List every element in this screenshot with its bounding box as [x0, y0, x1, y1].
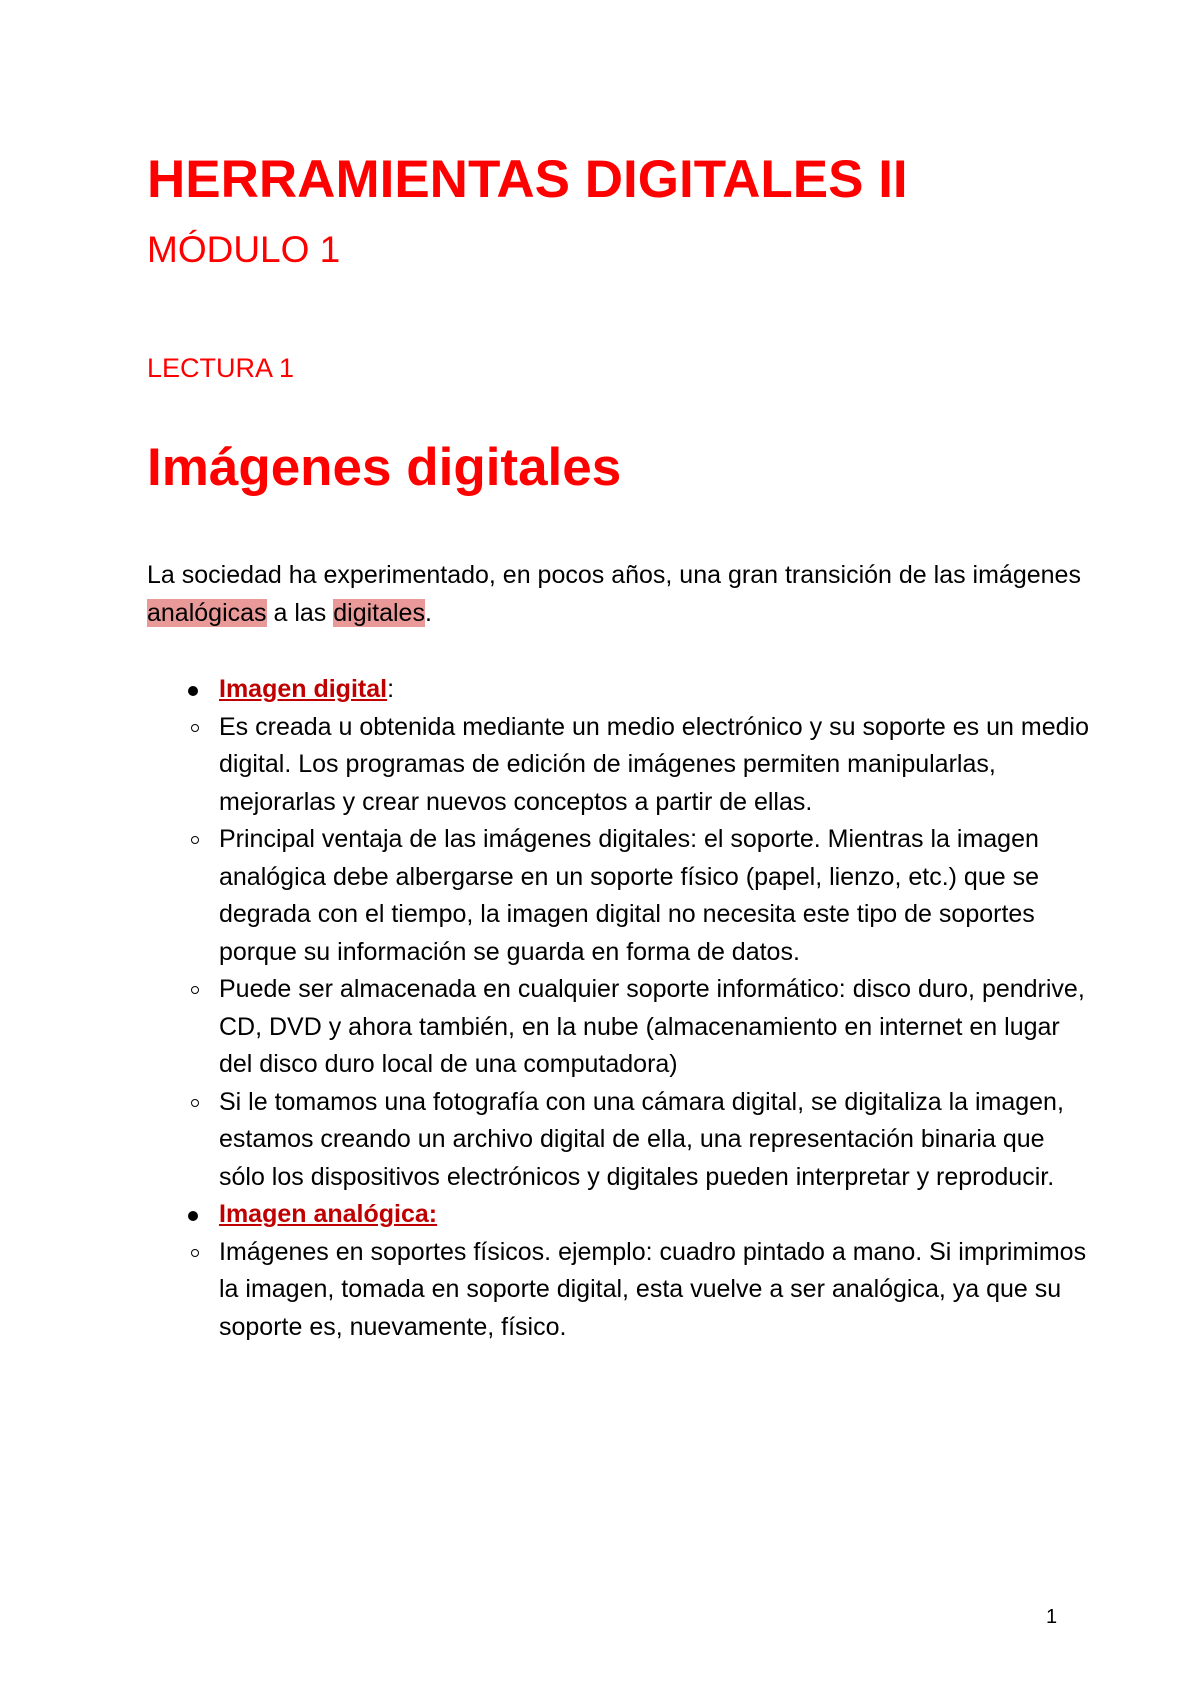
imagen-digital-label: Imagen digital: [219, 675, 388, 703]
list-item-text: Principal ventaja de las imágenes digitales: el soporte. Mientras la imagen analógica debe albergarse en un soporte físico (papel, lienzo, etc.) que se degrada con el tiempo, la imagen digital no necesita este tipo de soportes porque su información se guarda en forma de datos.: [219, 825, 1039, 966]
sub-list-digital: [219, 709, 1097, 1197]
section-heading: Imágenes digitales: [147, 438, 622, 497]
list-item: [219, 821, 1097, 971]
list-item-imagen-analogica: [147, 1196, 1097, 1346]
imagen-digital-colon: :: [387, 675, 395, 703]
list-item-imagen-digital: [147, 671, 1097, 1196]
intro-text-2: a las: [266, 598, 334, 627]
sub-list-analogica: [219, 1234, 1097, 1347]
bullet-list: [147, 671, 1097, 1346]
list-item: [219, 971, 1097, 1084]
list-item-text: Si le tomamos una fotografía con una cámara digital, se digitaliza la imagen, estamos creando un archivo digital de ella, una representación binaria que sólo los dispositivos electrónicos y digitales pueden interpretar y reproducir.: [219, 1087, 1064, 1191]
intro-text-1: La sociedad ha experimentado, en pocos años, una gran transición de las imágenes: [147, 561, 1081, 589]
intro-paragraph: [147, 557, 1087, 632]
list-item: [219, 1084, 1097, 1197]
imagen-analogica-label: Imagen analógica:: [219, 1200, 438, 1228]
document-title: HERRAMIENTAS DIGITALES II: [147, 150, 908, 209]
list-item-text: Puede ser almacenada en cualquier soporte informático: disco duro, pendrive, CD, DVD y ahora también, en la nube (almacenamiento en internet en lugar del disco duro local de una computadora): [219, 975, 1085, 1078]
circle-bullet-icon: [191, 1099, 199, 1107]
list-item-text: Es creada u obtenida mediante un medio electrónico y su soporte es un medio digital. Los programas de edición de imágenes permiten manipularlas, mejorarlas y crear nuevos conceptos a partir de ellas.: [219, 712, 1089, 816]
list-item: [219, 709, 1097, 822]
reading-label: LECTURA 1: [147, 353, 295, 383]
circle-bullet-icon: [191, 836, 199, 844]
bullet-icon: [188, 1211, 198, 1221]
circle-bullet-icon: [191, 724, 199, 732]
page-number: 1: [1046, 1606, 1058, 1628]
list-item: [219, 1234, 1097, 1347]
circle-bullet-icon: [191, 986, 199, 994]
highlight-digitales: digitales: [333, 598, 425, 627]
highlight-analogicas: analógicas: [147, 598, 267, 627]
circle-bullet-icon: [191, 1249, 199, 1257]
module-subtitle: MÓDULO 1: [147, 229, 341, 270]
list-item-text: Imágenes en soportes físicos. ejemplo: cuadro pintado a mano. Si imprimimos la imagen, tomada en soporte digital, esta vuelve a ser analógica, ya que su soporte es, nuevamente, físico.: [219, 1237, 1087, 1341]
bullet-icon: [188, 686, 198, 696]
intro-text-3: .: [424, 598, 432, 627]
